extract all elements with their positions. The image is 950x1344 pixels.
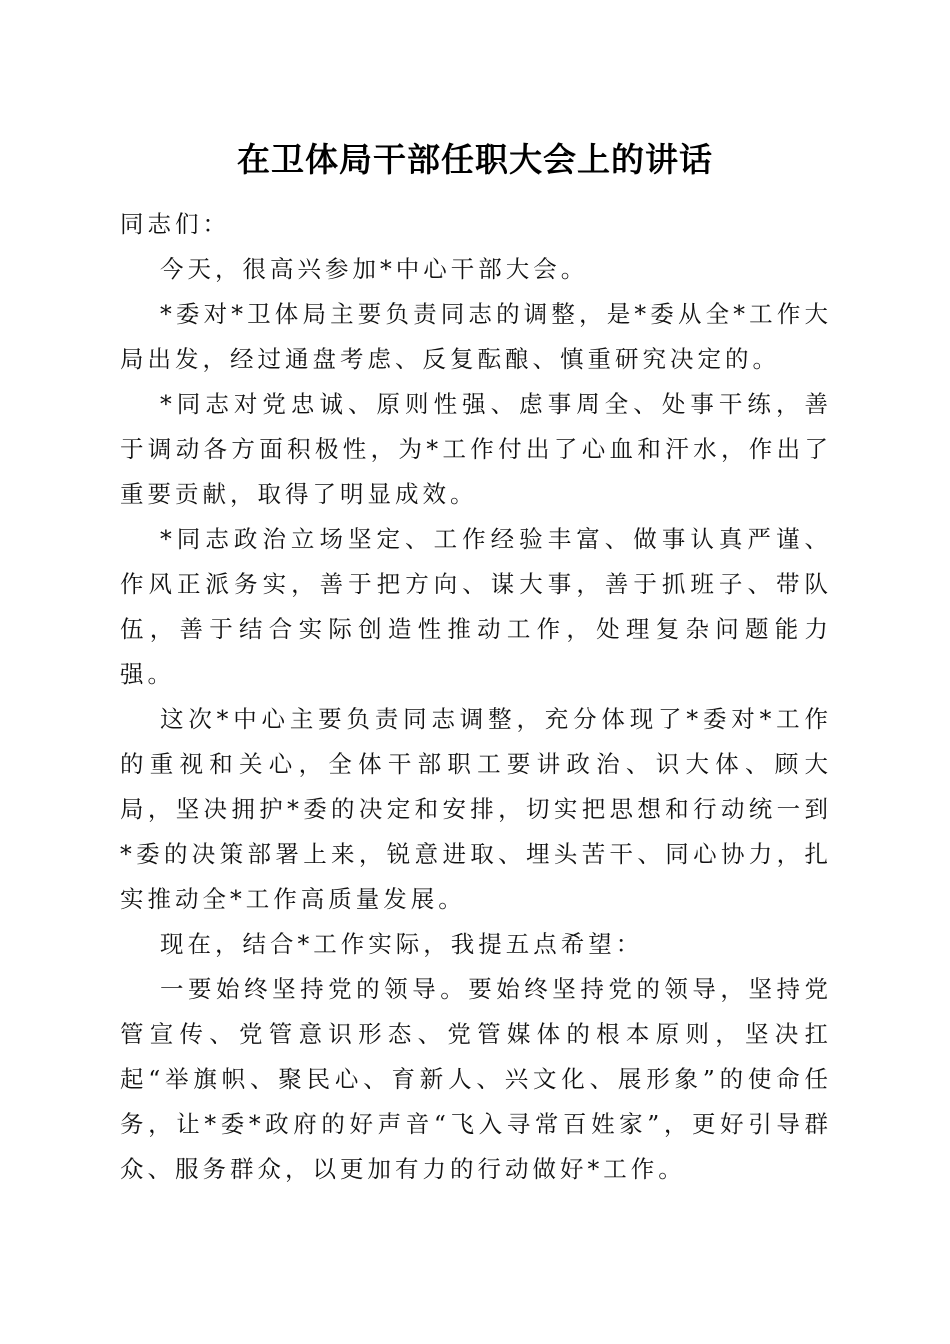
paragraph-3: *同志对党忠诚、原则性强、虑事周全、处事干练，善于调动各方面积极性，为*工作付出了心血和汗水，作出了重要贡献，取得了明显成效。 (120, 390, 832, 508)
paragraph-2: *委对*卫体局主要负责同志的调整，是*委从全*工作大局出发，经过通盘考虑、反复酝酿、慎重研究决定的。 (120, 300, 832, 373)
paragraph-1: 今天，很高兴参加*中心干部大会。 (160, 255, 589, 283)
paragraph-7: 一要始终坚持党的领导。要始终坚持党的领导，坚持党管宣传、党管意识形态、党管媒体的根本原则，坚决扛起“举旗帜、聚民心、育新人、兴文化、展形象”的使命任务，让*委*政府的好声音“飞入寻常百姓家”，更好引导群众、服务群众，以更加有力的行动做好*工作。 (120, 975, 832, 1183)
salutation: 同志们： (120, 210, 230, 238)
paragraph-4: *同志政治立场坚定、工作经验丰富、做事认真严谨、作风正派务实，善于把方向、谋大事，善于抓班子、带队伍，善于结合实际创造性推动工作，处理复杂问题能力强。 (120, 525, 832, 688)
paragraph-6: 现在，结合*工作实际，我提五点希望： (160, 930, 644, 958)
document-body (120, 202, 832, 1192)
document-title: 在卫体局干部任职大会上的讲话 (237, 140, 713, 179)
paragraph-5: 这次*中心主要负责同志调整，充分体现了*委对*工作的重视和关心，全体干部职工要讲政治、识大体、顾大局，坚决拥护*委的决定和安排，切实把思想和行动统一到*委的决策部署上来，锐意进取、埋头苦干、同心协力，扎实推动全*工作高质量发展。 (120, 705, 832, 913)
